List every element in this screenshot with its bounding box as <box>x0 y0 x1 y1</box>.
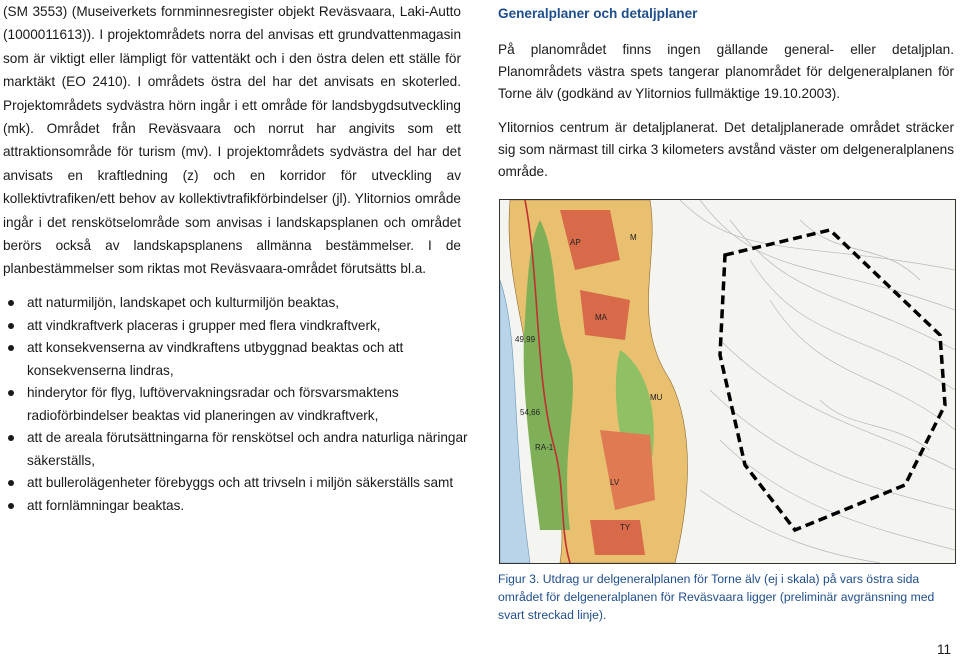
left-column <box>3 0 461 281</box>
bullet-item: att konsekvenserna av vindkraftens utbyggnad beaktas och att konsekvenserna lindras, <box>3 337 473 382</box>
bullet-list <box>3 292 473 517</box>
plan-map-figure <box>499 199 956 564</box>
figure-caption: Figur 3. Utdrag ur delgeneralplanen för Torne älv (ej i skala) på vars östra sida området för delgeneralplanen för Reväsvaara ligger (preliminär avgränsning med svart streckad linje). <box>498 572 935 622</box>
map-label: M <box>630 233 637 242</box>
map-label: RA-1 <box>535 443 554 452</box>
map-label: MA <box>595 313 607 322</box>
map-label: MU <box>650 393 663 402</box>
body-paragraph: Ylitornios centrum är detaljplanerat. Det detaljplanerade området sträcker sig som närmast till cirka 3 kilometers avstånd väster om delgeneralplanens område. <box>498 120 954 179</box>
bullet-item: att fornlämningar beaktas. <box>3 495 473 518</box>
map-label: AP <box>570 238 581 247</box>
bullet-item: hinderytor för flyg, luftövervakningsradar och försvarsmaktens radioförbindelser beaktas vid planeringen av vindkraftverk, <box>3 382 473 427</box>
bullet-item: att de areala förutsättningarna för renskötsel och andra naturliga näringar säkerställs, <box>3 427 473 472</box>
map-label: TY <box>620 523 631 532</box>
section-heading: Generalplaner och detaljplaner <box>498 6 698 21</box>
bullet-item: att bullerolägenheter förebyggs och att trivseln i miljön säkerställs samt <box>3 472 473 495</box>
page-number: 11 <box>937 642 952 657</box>
bullet-item: att naturmiljön, landskapet och kulturmiljön beaktas, <box>3 292 473 315</box>
bullet-item: att vindkraftverk placeras i grupper med flera vindkraftverk, <box>3 315 473 338</box>
body-paragraph: (SM 3553) (Museiverkets fornminnesregister objekt Reväsvaara, Laki-Autto (1000011613)). I projektområdets norra del anvisas ett grundvattenmagasin som är viktigt eller lämpligt för vattentäkt och i den östra delen ett ställe för marktäkt (EO 2410). I områdets östra del har det anvisats en skoterled. Projektområdets sydvästra hörn ingår i ett område för landsbygdsutveckling (mk). Området från Reväsvaara och norrut har angivits som ett attraktionsområde för turism (mv). I projektområdets sydvästra del har det anvisats en kraftledning (z) och en korridor för utveckling av kollektivtrafiken/ett behov av kollektivtrafikförbindelser (jl). Ylitornios område ingår i det renskötselområde som anvisas i landskapsplanen och området berörs också av landskapsplanens allmänna bestämmelser. I de planbestämmelser som riktas mot Reväsvaara-området förutsätts bl.a. <box>3 4 461 277</box>
map-label: 54,66 <box>520 408 541 417</box>
body-paragraph: På planområdet finns ingen gällande general- eller detaljplan. Planområdets västra spets tangerar planområdet för delgeneralplanen för Torne älv (godkänd av Ylitornios fullmäktige 19.10.2003). <box>498 42 954 101</box>
right-column <box>498 0 954 195</box>
map-label: LV <box>610 478 620 487</box>
settlement-zone <box>590 520 645 555</box>
map-label: 49,99 <box>515 335 536 344</box>
